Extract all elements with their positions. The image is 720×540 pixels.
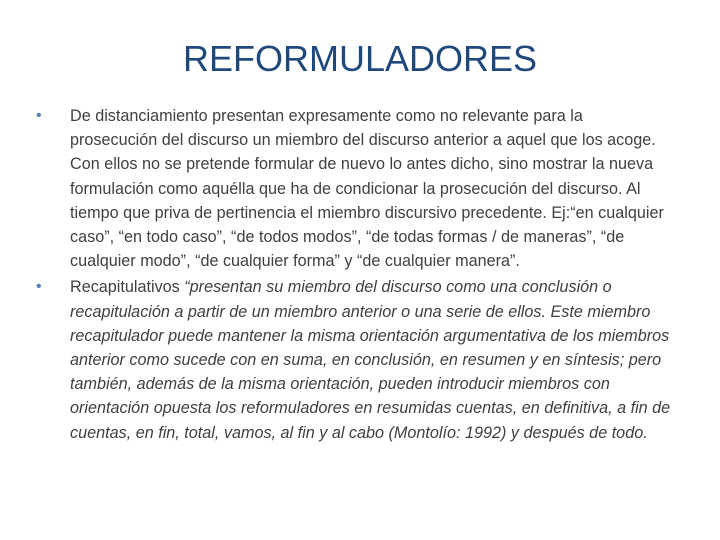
- bullet-list: [36, 104, 672, 447]
- bullet-term: De distanciamiento: [70, 107, 208, 125]
- bullet-icon: •: [36, 107, 42, 124]
- bullet-term: Recapitulativos: [70, 278, 180, 297]
- bullet-text: presentan expresamente como no relevante para la prosecución del discurso un miembro del discurso anterior a aquel que los acoge. Con ellos no se pretende formular de nuevo lo antes dicho, sino mostrar la nueva formulación como aquélla que ha de condicionar la prosecución del discurso. Al tiempo que priva de pertinencia el miembro discursivo precedente. Ej:“en cualquier caso”, “en todo caso”, “de todos modos”, “de todas formas / de maneras”, “de cualquier modo”, “de cualquier forma” y “de cualquier manera”.: [70, 107, 664, 271]
- bullet-item-distanciamiento: [36, 104, 672, 273]
- slide-title: REFORMULADORES: [182, 38, 538, 79]
- bullet-icon: •: [36, 278, 42, 296]
- bullet-item-recapitulativos: [36, 275, 672, 444]
- bullet-text: “presentan su miembro del discurso como una conclusión o recapitulación a partir de un miembro anterior o una serie de ellos. Este miembro recapitulador puede mantener la misma orientación argumentativa de los miembros anterior como sucede con en suma, en conclusión, en resumen y en síntesis; pero también, además de la misma orientación, pueden introducir miembros con orientación opuesta los reformuladores en resumidas cuentas, en definitiva, a fin de cuentas, en fin, total, vamos, al fin y al cabo (Montolío: 1992) y después de todo.: [70, 278, 671, 442]
